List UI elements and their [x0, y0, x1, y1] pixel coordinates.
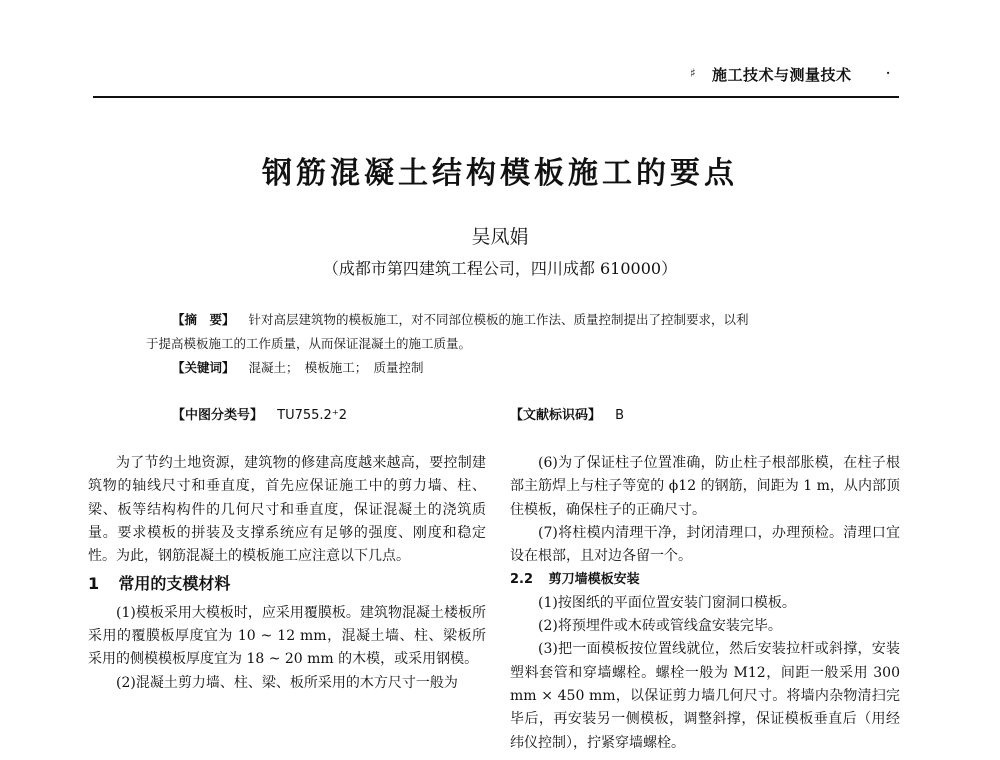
keywords-text: 混凝土； 模板施工； 质量控制	[248, 360, 424, 375]
header-mark-icon: ♯	[690, 66, 696, 80]
author-affiliation: （成都市第四建筑工程公司，四川成都 610000）	[322, 259, 678, 278]
article-title: 钢筋混凝土结构模板施工的要点	[262, 156, 738, 191]
right-column	[510, 452, 900, 755]
paragraph-2-2-3: (3)把一面模板按位置线就位，然后安装拉杆或斜撑，安装塑料套管和穿墙螺栓。螺栓一般为 M12，间距一般采用 300 mm × 450 mm，以保证剪力墙几何尺寸。将墙内杂物清扫完毕后，再安装另一侧模板，调整斜撑，保证模板垂直后（用经纬仪控制），拧紧穿墙螺栓。	[510, 641, 900, 751]
keywords-label: 【关键词】	[172, 360, 235, 375]
abstract-line-2: 于提高模板施工的工作质量，从而保证混凝土的施工质量。	[146, 336, 472, 351]
paragraph-2-2-1: (1)按图纸的平面位置安装门窗洞口模板。	[538, 594, 796, 611]
section-2-2-heading	[510, 568, 900, 591]
paragraph-1-2: (2)混凝土剪力墙、柱、梁、板所采用的木方尺寸一般为	[116, 674, 458, 691]
section-1-heading	[88, 572, 486, 595]
paragraph-2-2-2: (2)将预埋件或木砖或管线盒安装完毕。	[538, 618, 782, 635]
paragraph-2-1-6: (6)为了保证柱子位置准确，防止柱子根部胀模，在柱子根部主筋焊上与柱子等宽的 ϕ12 的钢筋，间距为 1 m，从内部顶住模板，确保柱子的正确尺寸。	[510, 455, 900, 518]
article-author: 吴凤娟	[471, 226, 529, 248]
doc-code-label: 【文献标识码】	[510, 408, 602, 423]
intro-paragraph: 为了节约土地资源，建筑物的修建高度越来越高，要控制建筑物的轴线尺寸和垂直度，首先应保证施工中的剪力墙、柱、梁、板等结构构件的几何尺寸和垂直度，保证混凝土的浇筑质量。要求模板的拼装及支撑系统应有足够的强度、刚度和稳定性。为此，钢筋混凝土的模板施工应注意以下几点。	[88, 455, 486, 565]
clc-line	[172, 404, 347, 423]
abstract-label: 【摘 要】	[172, 312, 235, 327]
header-bullet-icon: ·	[886, 66, 891, 80]
paragraph-2-1-7: (7)将柱模内清理干净，封闭清理口，办理预检。清理口宜设在根部，且对边各留一个。	[510, 524, 900, 565]
clc-label: 【中图分类号】	[172, 408, 264, 423]
paragraph-1-1: (1)模板采用大模板时，应采用覆膜板。建筑物混凝土楼板所采用的覆膜板厚度宜为 10 ~ 12 mm，混凝土墙、柱、梁板所采用的侧模模板厚度宜为 18 ~ 20 mm 的木模，或采用钢模。	[88, 604, 486, 668]
running-header: 施工技术与测量技术	[712, 66, 852, 84]
keywords-line	[172, 358, 424, 376]
left-column	[88, 452, 486, 695]
doc-code-line	[510, 404, 624, 423]
clc-value: TU755.2⁺2	[277, 408, 347, 423]
header-rule	[93, 96, 899, 98]
abstract-line-1	[172, 310, 749, 328]
abstract-text-1: 针对高层建筑物的模板施工，对不同部位模板的施工作法、质量控制提出了控制要求，以利	[248, 312, 749, 327]
section-1-number: 1	[88, 574, 100, 594]
section-2-2-number: 2.2	[510, 572, 534, 588]
section-1-title: 常用的支模材料	[118, 574, 231, 594]
doc-code-value: B	[615, 408, 625, 423]
section-2-2-title: 剪刀墙模板安装	[548, 572, 640, 588]
